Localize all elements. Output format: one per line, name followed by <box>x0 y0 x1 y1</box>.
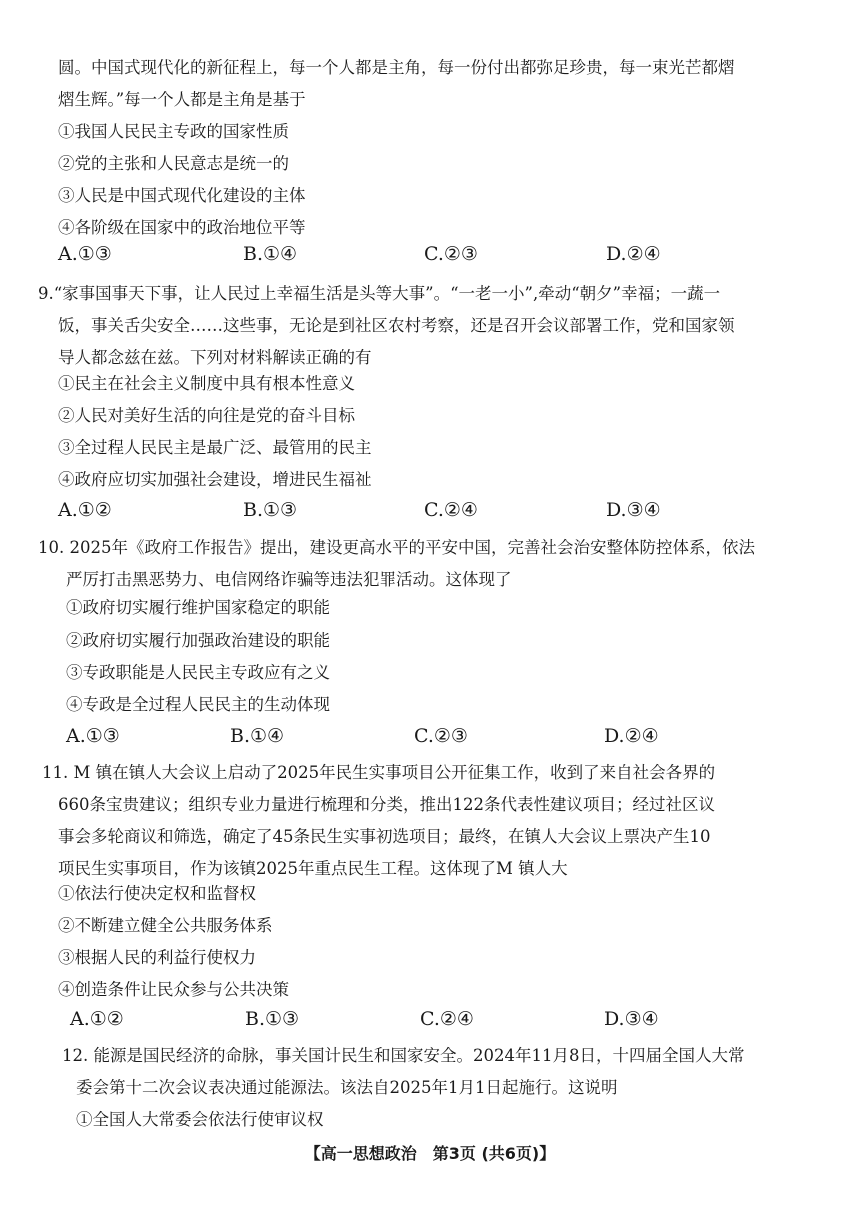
q9-option-b[interactable]: B.①③ <box>243 499 298 521</box>
q11-stem-line: 事会多轮商议和筛选，确定了45条民生实事初选项目；最终，在镇人大会议上票决产生10 <box>58 827 711 846</box>
q9-option-d[interactable]: D.③④ <box>606 499 661 521</box>
q9-item: ③全过程人民民主是最广泛、最管用的民主 <box>58 438 372 457</box>
q12-item: ①全国人大常委会依法行使审议权 <box>76 1110 324 1129</box>
q11-stem-line: 660条宝贵建议；组织专业力量进行梳理和分类，推出122条代表性建议项目；经过社区议 <box>58 795 715 814</box>
q11-item: ①依法行使决定权和监督权 <box>58 884 256 903</box>
q8-option-a[interactable]: A.①③ <box>58 243 112 265</box>
page-footer: 【高一思想政治 第3页 (共6页)】 <box>304 1144 556 1163</box>
q8-item: ①我国人民民主专政的国家性质 <box>58 122 289 141</box>
q11-stem-line: 11. M 镇在镇人大会议上启动了2025年民生实事项目公开征集工作，收到了来自社会各界的 <box>42 763 716 782</box>
q11-item: ②不断建立健全公共服务体系 <box>58 916 273 935</box>
q11-option-b[interactable]: B.①③ <box>245 1008 300 1030</box>
q8-options <box>58 241 758 267</box>
q10-item: ①政府切实履行维护国家稳定的职能 <box>66 598 330 617</box>
q11-item: ④创造条件让民众参与公共决策 <box>58 980 289 999</box>
q10-item: ③专政职能是人民民主专政应有之义 <box>66 663 330 682</box>
q9-stem-line: 饭，事关舌尖安全……这些事，无论是到社区农村考察，还是召开会议部署工作，党和国家领 <box>58 316 735 335</box>
q10-item: ②政府切实履行加强政治建设的职能 <box>66 631 330 650</box>
q10-option-a[interactable]: A.①③ <box>66 725 120 747</box>
q11-item: ③根据人民的利益行使权力 <box>58 948 256 967</box>
q10-option-c[interactable]: C.②③ <box>414 725 468 747</box>
q9-stem-line: 导人都念兹在兹。下列对材料解读正确的有 <box>58 348 372 367</box>
q9-options <box>58 497 758 523</box>
q8-item: ④各阶级在国家中的政治地位平等 <box>58 218 306 237</box>
q11-option-d[interactable]: D.③④ <box>604 1008 659 1030</box>
q10-option-b[interactable]: B.①④ <box>230 725 285 747</box>
q11-option-c[interactable]: C.②④ <box>420 1008 474 1030</box>
q9-option-c[interactable]: C.②④ <box>424 499 478 521</box>
q8-stem-line: 熠生辉。”每一个人都是主角是基于 <box>58 90 306 109</box>
q12-stem-line: 12. 能源是国民经济的命脉，事关国计民生和国家安全。2024年11月8日，十四届全国人大常 <box>62 1046 745 1065</box>
q8-item: ③人民是中国式现代化建设的主体 <box>58 186 306 205</box>
q9-item: ①民主在社会主义制度中具有根本性意义 <box>58 374 355 393</box>
q11-stem-line: 项民生实事项目，作为该镇2025年重点民生工程。这体现了M 镇人大 <box>58 859 568 878</box>
q8-option-b[interactable]: B.①④ <box>243 243 298 265</box>
q10-item: ④专政是全过程人民民主的生动体现 <box>66 695 330 714</box>
q8-item: ②党的主张和人民意志是统一的 <box>58 154 289 173</box>
q9-item: ④政府应切实加强社会建设，增进民生福祉 <box>58 470 372 489</box>
q11-option-a[interactable]: A.①② <box>70 1008 124 1030</box>
q10-options <box>66 723 766 749</box>
q8-option-c[interactable]: C.②③ <box>424 243 478 265</box>
q10-stem-line: 10. 2025年《政府工作报告》提出，建设更高水平的平安中国，完善社会治安整体防控体系，依法 <box>38 538 755 557</box>
q8-option-d[interactable]: D.②④ <box>606 243 661 265</box>
q9-option-a[interactable]: A.①② <box>58 499 112 521</box>
q8-stem-line: 圆。中国式现代化的新征程上，每一个人都是主角，每一份付出都弥足珍贵，每一束光芒都熠 <box>58 58 735 77</box>
q10-stem-line: 严厉打击黑恶势力、电信网络诈骗等违法犯罪活动。这体现了 <box>66 570 512 589</box>
q9-stem-line: 9.“家事国事天下事，让人民过上幸福生活是头等大事”。“一老一小”,牵动“朝夕”幸福；一蔬一 <box>38 284 721 303</box>
q12-stem-line: 委会第十二次会议表决通过能源法。该法自2025年1月1日起施行。这说明 <box>76 1078 618 1097</box>
q10-option-d[interactable]: D.②④ <box>604 725 659 747</box>
q11-options <box>70 1006 770 1032</box>
q9-item: ②人民对美好生活的向往是党的奋斗目标 <box>58 406 355 425</box>
